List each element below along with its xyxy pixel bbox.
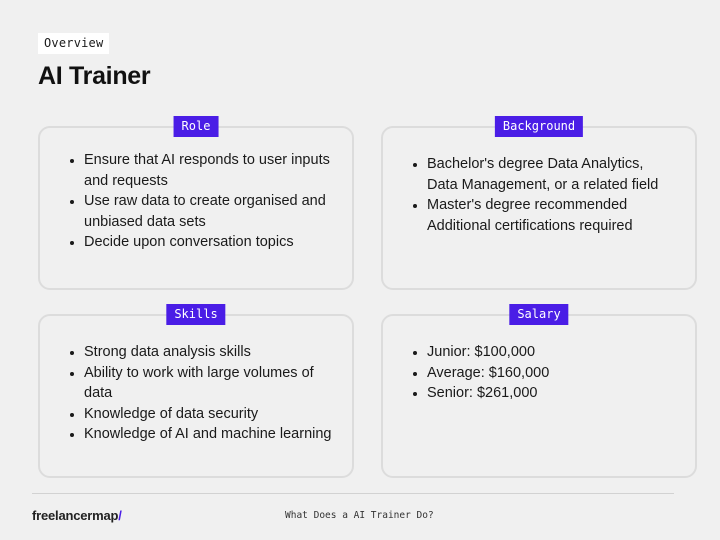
list-item: Bachelor's degree Data Analytics, Data Management, or a related field <box>411 154 677 195</box>
skills-card-label: Skills <box>166 304 225 325</box>
background-card <box>381 119 697 290</box>
salary-list <box>411 342 677 404</box>
logo-text: freelancermap <box>32 508 119 523</box>
role-list <box>68 150 334 253</box>
salary-card <box>381 307 697 478</box>
background-list <box>411 154 677 236</box>
freelancermap-logo <box>32 508 122 523</box>
list-item: Knowledge of AI and machine learning <box>68 424 334 445</box>
list-item: Master's degree recommended Additional certifications required <box>411 195 677 236</box>
background-card-label: Background <box>495 116 583 137</box>
role-card <box>38 119 354 290</box>
role-card-label: Role <box>174 116 219 137</box>
skills-card <box>38 307 354 478</box>
overview-tag: Overview <box>38 33 109 54</box>
list-item: Use raw data to create organised and unbiased data sets <box>68 191 334 232</box>
footer-caption: What Does a AI Trainer Do? <box>285 510 434 521</box>
logo-slash-icon: / <box>118 508 122 523</box>
page-title: AI Trainer <box>38 62 151 90</box>
salary-card-label: Salary <box>509 304 568 325</box>
list-item: Strong data analysis skills <box>68 342 334 363</box>
list-item: Knowledge of data security <box>68 404 334 425</box>
skills-list <box>68 342 334 445</box>
footer-divider <box>32 493 674 494</box>
list-item: Decide upon conversation topics <box>68 232 334 253</box>
list-item: Senior: $261,000 <box>411 383 677 404</box>
list-item: Ensure that AI responds to user inputs and requests <box>68 150 334 191</box>
list-item: Ability to work with large volumes of data <box>68 363 334 404</box>
list-item: Junior: $100,000 <box>411 342 677 363</box>
list-item: Average: $160,000 <box>411 363 677 384</box>
